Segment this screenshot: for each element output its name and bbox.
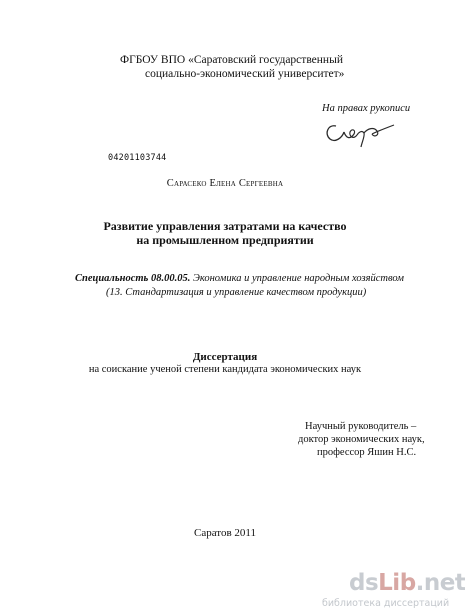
dissertation-title-line-2: на промышленном предприятии (136, 233, 314, 247)
author-name: Сарасеко Елена Сергеевна (166, 178, 284, 189)
specialty-label: Специальность (75, 273, 149, 284)
specialty-field: Экономика и управление народным хозяйством (192, 273, 404, 284)
dissertation-title-line-1: Развитие управления затратами на качество (103, 219, 347, 233)
place-and-year: Саратов 2011 (193, 527, 256, 539)
watermark-caption: библиотека диссертаций (322, 598, 450, 609)
specialty-subfield: (13. Стандартизация и управление качеством продукции) (106, 287, 367, 298)
dslib-logo-watermark (349, 570, 465, 596)
degree-subtitle: на соискание ученой степени кандидата экономических наук (88, 364, 362, 375)
supervisor-line-3: профессор Яшин Н.С. (317, 447, 417, 458)
organization-line-1: ФГБОУ ВПО «Саратовский государственный (120, 54, 343, 66)
logo-prefix: ds (349, 570, 379, 596)
logo-suffix: .net (415, 570, 465, 596)
handwritten-signature (322, 116, 398, 148)
organization-line-2: социально-экономический университет» (145, 68, 345, 80)
supervisor-line-1: Научный руководитель – (305, 421, 417, 432)
manuscript-rights-note: На правах рукописи (322, 103, 411, 114)
specialty-code: 08.00.05. (150, 273, 191, 284)
dissertation-heading: Диссертация (192, 351, 258, 363)
supervisor-line-2: доктор экономических наук, (298, 434, 425, 445)
logo-accent: Lib (378, 570, 416, 596)
library-barcode-number: 04201103744 (108, 153, 167, 163)
specialty-line (75, 273, 404, 284)
